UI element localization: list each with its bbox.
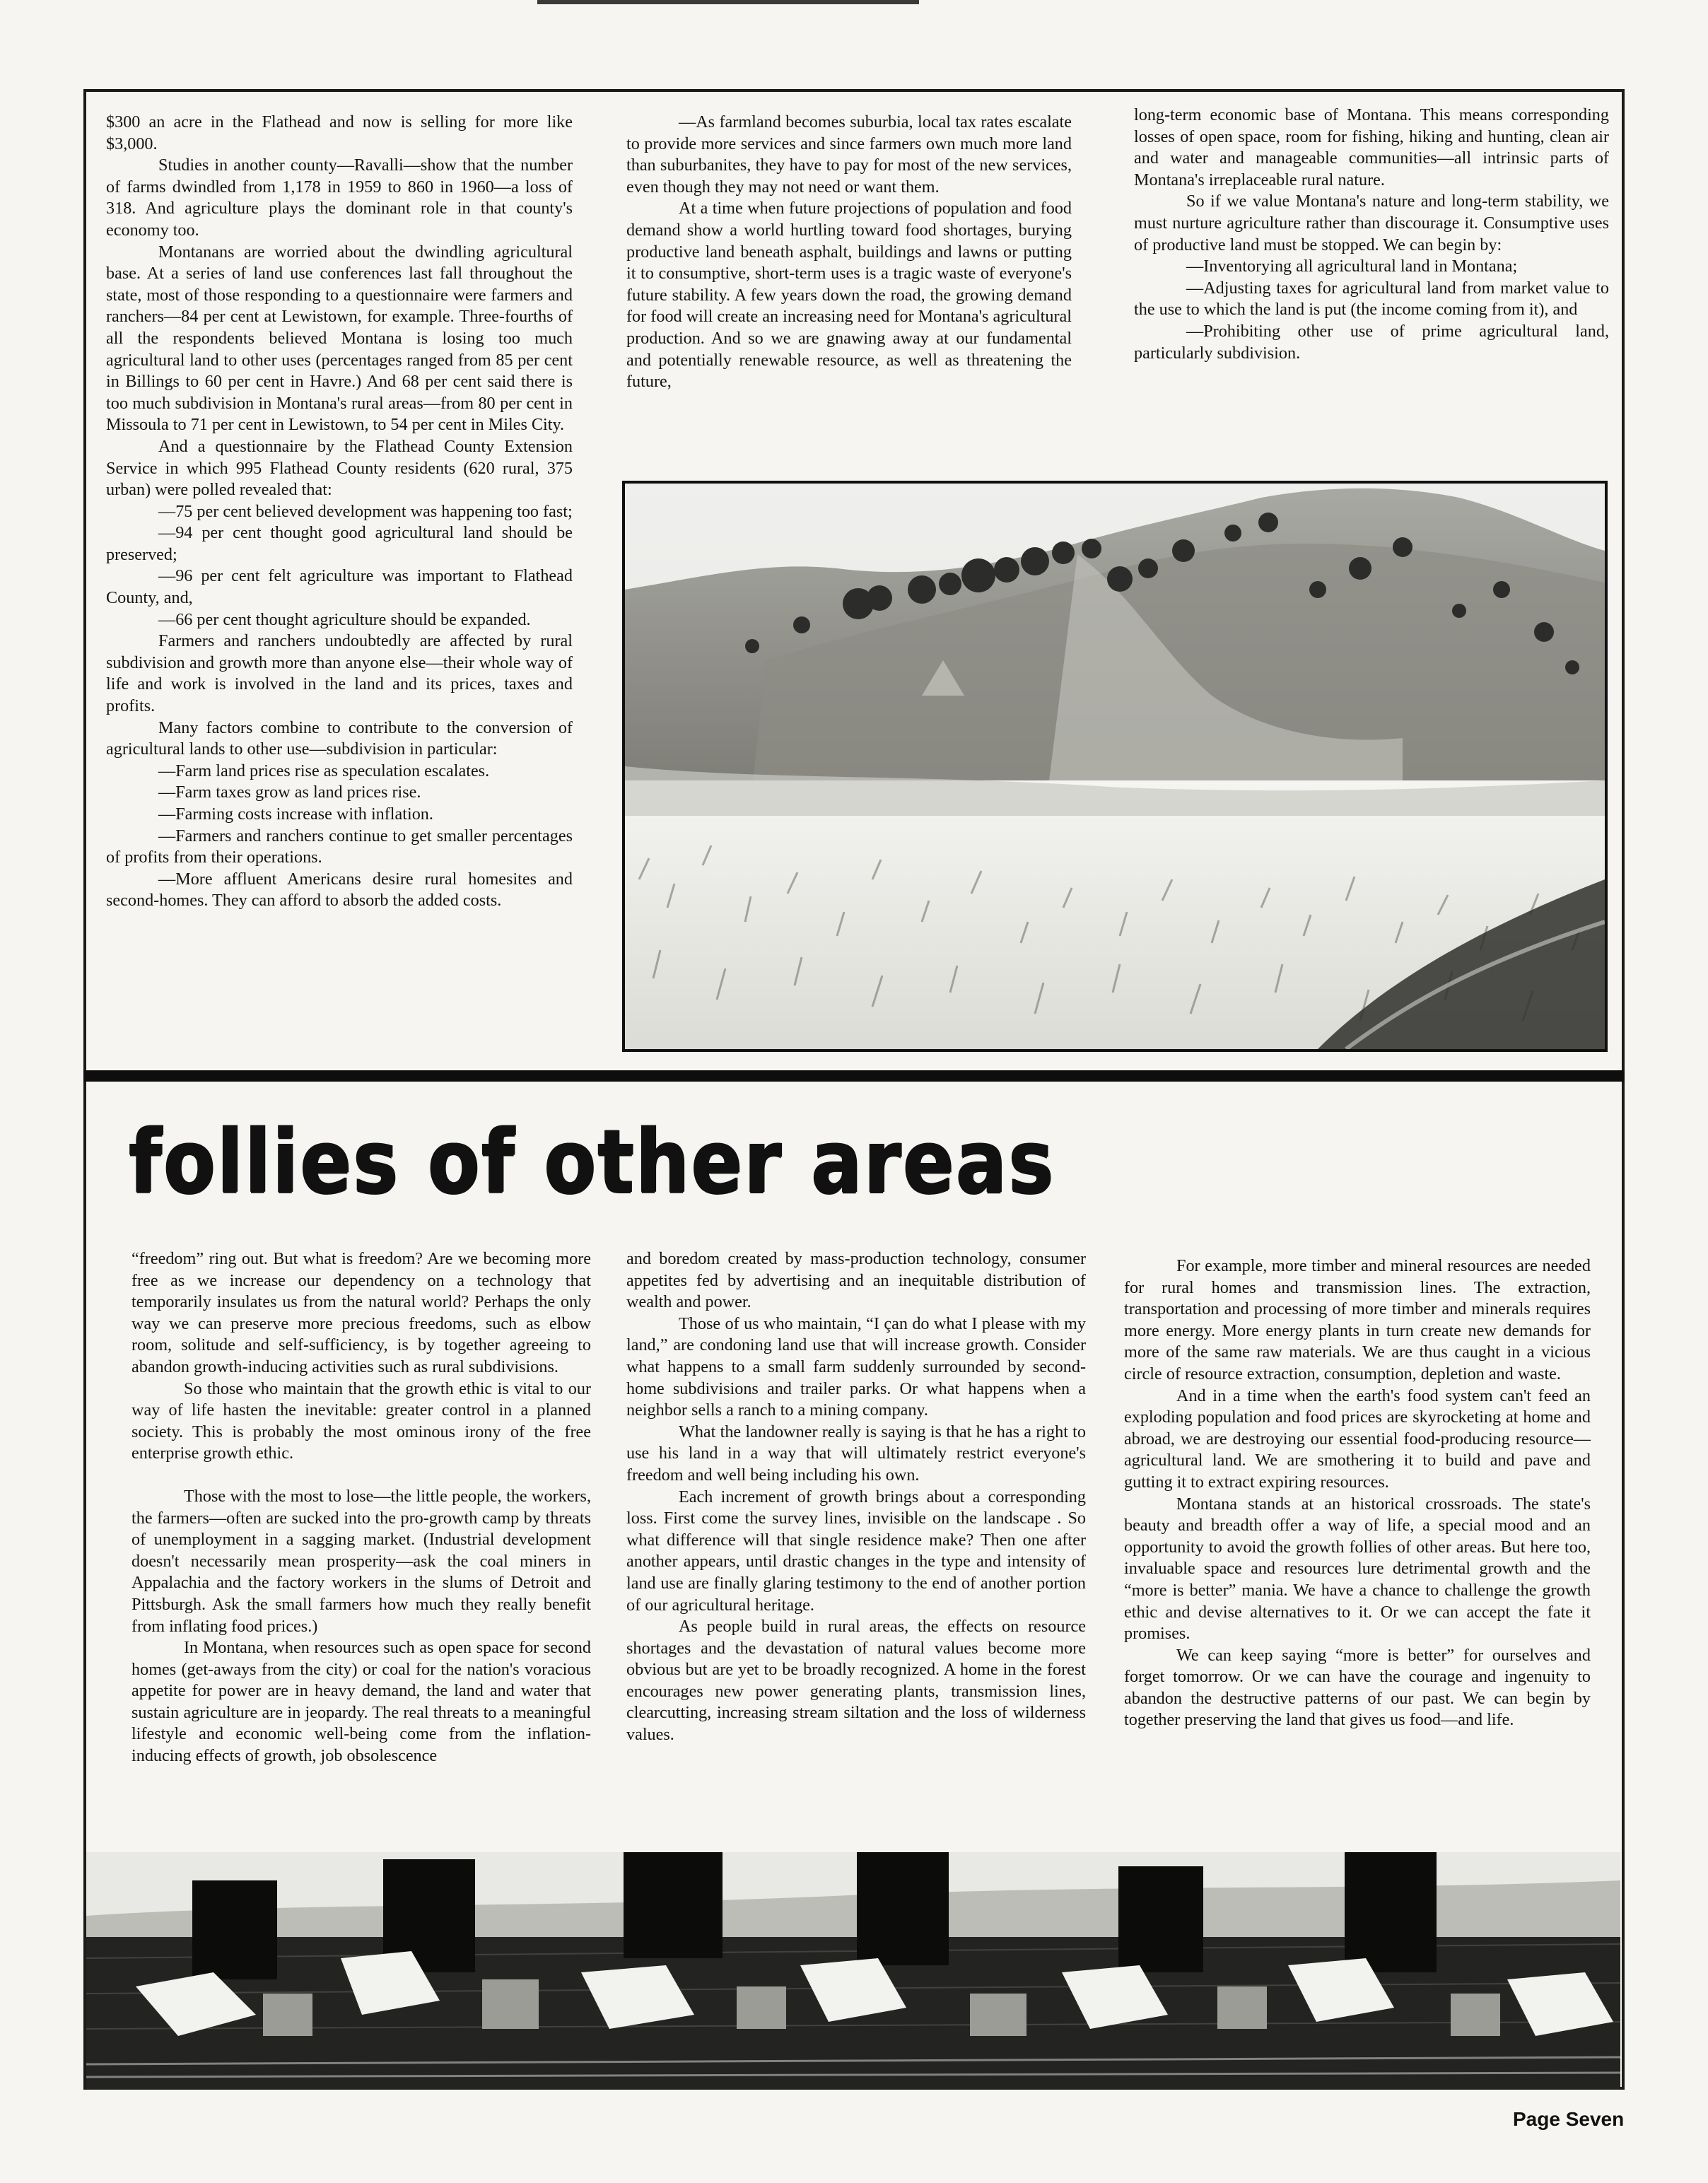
top-column-1 [106,112,573,912]
paragraph: Those of us who maintain, “I çan do what I please with my land,” are condoning land use that will increase growth. Consider what happens to a small farm suddenly surrounded by second-home subdivisions and trailer parks. Or what happens when a neighbor sells a ranch to a mining company. [626,1313,1086,1420]
paragraph: At a time when future projections of population and food demand show a world hurtling toward food shortages, burying productive land beneath asphalt, buildings and lawns or putting it to consumptive, short-term uses is a tragic waste of everyone's future stability. A few years down the road, the growing demand for food will create an increasing need for Montana's agricultural production. And so we are gnawing away at our fundamental and potentially renewable resource, as well as threatening the future, [626,199,1072,392]
paragraph: For example, more timber and mineral resources are needed for rural homes and transmission lines. The extraction, transportation and processing of more timber and minerals requires more energy. More energy plants in turn create new demands for more of the same raw materials. We are thus caught in a vicious circle of resource extraction, consumption, depletion and waste. [1124,1256,1591,1383]
paragraph: We can keep saying “more is better” for ourselves and forget tomorrow. Or we can have the courage and ingenuity to abandon the destructive patterns of our past. We can begin by together preserving the land that gives us food—and life. [1124,1645,1591,1730]
bottom-column-3 [1124,1256,1591,1731]
section-divider [83,1070,1625,1082]
bottom-column-1 [131,1248,591,1767]
paragraph: —94 per cent thought good agricultural land should be preserved; [106,523,573,564]
section-headline: follies of other areas [129,1111,1055,1213]
bottom-column-2 [626,1248,1086,1746]
paragraph: “freedom” ring out. But what is freedom? Are we becoming more free as we increase our dependency on a technology that temporarily insulates us from the natural world? Perhaps the only way we can preserve more precious freedoms, such as elbow room, solitude and self-sufficiency, is by together agreeing to abandon growth-inducing activities such as rural subdivisions. [131,1249,591,1376]
paragraph: —Prohibiting other use of prime agricultural land, particularly subdivision. [1134,321,1609,363]
paragraph: So if we value Montana's nature and long-term stability, we must nurture agriculture rather than discourage it. Consumptive uses of productive land must be stopped. We can begin by: [1134,192,1609,254]
paragraph: —96 per cent felt agriculture was important to Flathead County, and, [106,566,573,608]
subdivision-houses-photo [86,1852,1620,2090]
paragraph: —66 per cent thought agriculture should be expanded. [158,609,531,629]
hillside-field-photo [622,481,1608,1052]
paragraph: —Farmers and ranchers continue to get smaller percentages of profits from their operations. [106,826,573,867]
paragraph: In Montana, when resources such as open space for second homes (get-aways from the city) or coal for the nation's voracious appetite for power are in heavy demand, the land and water that sustain agriculture are in jeopardy. The real threats to a meaningful lifestyle and economic well-being come from the inflation-inducing effects of growth, job obsolescence [131,1638,591,1766]
top-edge-rule [537,0,919,4]
paragraph: —Adjusting taxes for agricultural land from market value to the use to which the land is put (the income coming from it), and [1134,278,1609,320]
paragraph: —Inventorying all agricultural land in Montana; [1186,257,1518,276]
page-number: Page Seven [1513,2108,1625,2130]
paragraph: $300 an acre in the Flathead and now is selling for more like $3,000. [106,112,573,153]
paragraph: long-term economic base of Montana. This means corresponding losses of open space, room for fishing, hiking and hunting, clean air and water and manageable communities—all intrinsic parts of Montana's irreplaceable rural nature. [1134,105,1609,189]
paragraph: And a questionnaire by the Flathead County Extension Service in which 995 Flathead County residents (620 rural, 375 urban) were polled revealed that: [106,436,573,500]
paragraph: —Farm taxes grow as land prices rise. [158,783,421,802]
paragraph: —Farming costs increase with inflation. [158,804,433,824]
paragraph: —As farmland becomes suburbia, local tax rates escalate to provide more services and since farmers own much more land than suburbanites, they have to pay for most of the new services, even though they may not need or want them. [626,112,1072,197]
top-column-2 [626,112,1072,393]
paragraph: —More affluent Americans desire rural homesites and second-homes. They can afford to absorb the added costs. [106,869,573,911]
paragraph: Studies in another county—Ravalli—show that the number of farms dwindled from 1,178 in 1959 to 860 in 1960—a loss of 318. And agriculture plays the dominant role in that county's economy too. [106,156,573,240]
paragraph: As people build in rural areas, the effects on resource shortages and the devastation of natural values become more obvious but are yet to be broadly recognized. A home in the forest encourages new power generating plants, transmission lines, clearcutting, increasing stream siltation and the loss of wilderness values. [626,1617,1086,1745]
top-column-3 [1134,105,1609,364]
paragraph: Each increment of growth brings about a corresponding loss. First come the survey lines, invisible on the landscape . So what difference will that single residence make? Then one after another appears, until drastic changes in the type and intensity of land use are finally glaring testimony to the end of another portion of our agricultural heritage. [626,1487,1086,1615]
paragraph: Those with the most to lose—the little people, the workers, the farmers—often are sucked into the pro-growth camp by threats of unemployment in a sagging market. (Industrial development doesn't necessarily mean prosperity—ask the coal miners in Appalachia and the factory workers in the slums of Detroit and Pittsburgh. Ask the small farmers how much they really benefit from inflating food prices.) [131,1486,591,1636]
paragraph: Montana stands at an historical crossroads. The state's beauty and breadth offer a way of life, a special mood and an opportunity to avoid the growth follies of other areas. But here too, invaluable space and resources lure detrimental growth and the “more is better” mania. We have a chance to challenge the growth ethic and devise alternatives to it. Or we can accept the fate it promises. [1124,1494,1591,1644]
paragraph: And in a time when the earth's food system can't feed an exploding population and food prices are skyrocketing at home and abroad, we are destroying our essential food-producing resource—agricultural land. We are smothering it to build and pave and gutting it to extract expiring resources. [1124,1386,1591,1492]
paragraph: Farmers and ranchers undoubtedly are affected by rural subdivision and growth more than anyone else—their whole way of life and work is involved in the land and its prices, taxes and profits. [106,631,573,716]
paragraph: —75 per cent believed development was happening too fast; [158,501,573,521]
paragraph: —Farm land prices rise as speculation escalates. [158,761,490,780]
paragraph: What the landowner really is saying is that he has a right to use his land in a way that will ultimately restrict everyone's freedom and well being including his own. [626,1422,1086,1485]
paragraph: and boredom created by mass-production technology, consumer appetites fed by advertising and an inequitable distribution of wealth and power. [626,1249,1086,1312]
paragraph: Many factors combine to contribute to the conversion of agricultural lands to other use—subdivision in particular: [106,718,573,759]
paragraph: Montanans are worried about the dwindling agricultural base. At a series of land use conferences last fall throughout the state, most of those responding to a questionnaire were farmers and ranchers—84 per cent at Lewistown, for example. Three-fourths of all the respondents believed Montana is losing too much agricultural land to other uses (percentages ranged from 85 per cent in Billings to 60 per cent in Havre.) And 68 per cent said there is too much subdivision in Montana's rural areas—from 80 per cent in Missoula to 71 per cent in Lewistown, to 54 per cent in Miles City. [106,242,573,435]
paragraph: So those who maintain that the growth ethic is vital to our way of life hasten the inevitable: greater control in a planned society. This is probably the most ominous irony of the free enterprise growth ethic. [131,1379,591,1463]
